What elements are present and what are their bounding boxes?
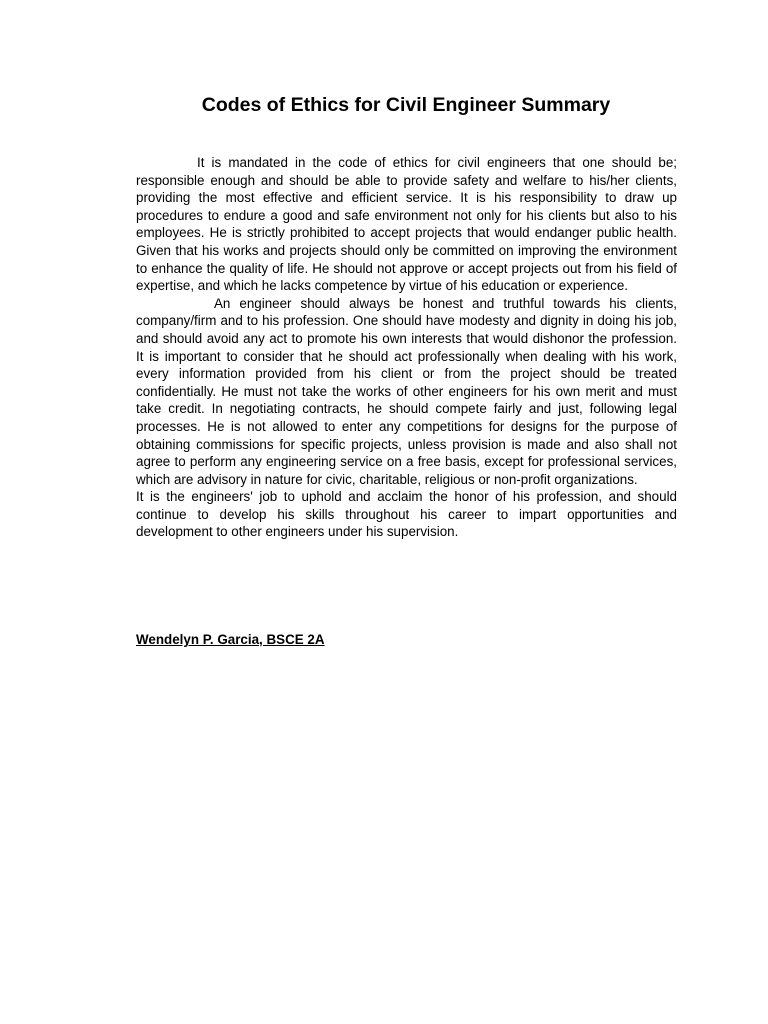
document-title: Codes of Ethics for Civil Engineer Summary xyxy=(201,94,611,116)
author-signature: Wendelyn P. Garcia, BSCE 2A xyxy=(136,632,325,647)
body-paragraph-1: It is mandated in the code of ethics for civil engineers that one should be; responsible enough and should be able to provide safety and welfare to his/her clients, providing the most effective and efficient service. It is his responsibility to draw up procedures to endure a good and safe environment not only for his clients but also to his employees. He is strictly prohibited to accept projects that would endanger public health. Given that his works and projects should only be committed on improving the environment to enhance the quality of life. He should not approve or accept projects out from his field of expertise, and which he lacks competence by virtue of his education or experience. xyxy=(136,155,677,294)
document-body xyxy=(136,154,677,541)
body-paragraph-2: An engineer should always be honest and truthful towards his clients, company/firm and to his profession. One should have modesty and dignity in doing his job, and should avoid any act to promote his own interests that would dishonor the profession. It is important to consider that he should act professionally when dealing with his work, every information provided from his client or from the project should be treated confidentially. He must not take the works of other engineers for his own merit and must take credit. In negotiating contracts, he should compete fairly and just, following legal processes. He is not allowed to enter any competitions for designs for the purpose of obtaining commissions for specific projects, unless provision is made and also shall not agree to perform any engineering service on a free basis, except for professional services, which are advisory in nature for civic, charitable, religious or non-profit organizations. xyxy=(136,295,677,487)
body-paragraph-3: It is the engineers' job to uphold and acclaim the honor of his profession, and should continue to develop his skills throughout his career to impart opportunities and development to other engineers under his supervision. xyxy=(136,489,677,540)
